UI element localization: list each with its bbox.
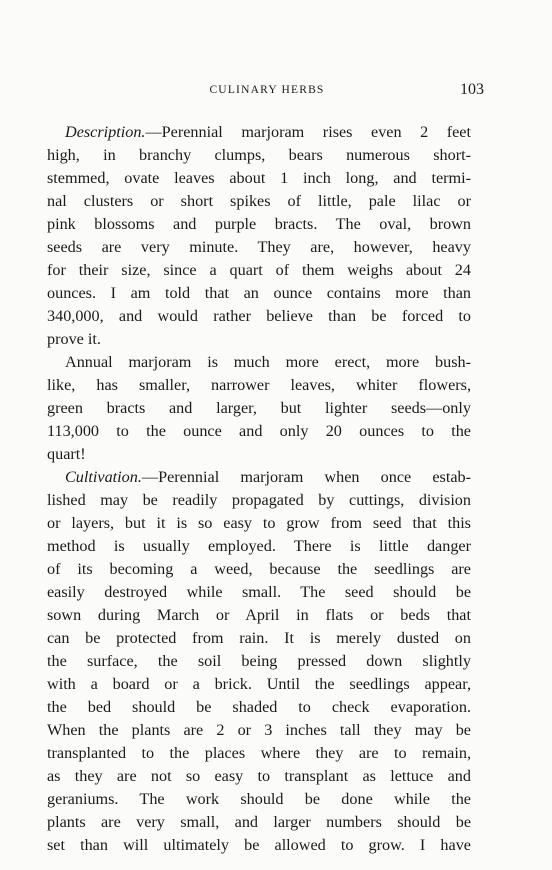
text-line: stemmed, ovate leaves about 1 inch long, and termi- — [47, 169, 471, 187]
text-line: or layers, but it is so easy to grow from seed that this — [47, 514, 471, 532]
text-line: Cultivation.—Perennial marjoram when once estab- — [65, 468, 471, 486]
running-title: CULINARY HERBS — [209, 84, 325, 96]
text-line: as they are not so easy to transplant as lettuce and — [47, 767, 471, 785]
text-line: method is usually employed. There is little danger — [47, 537, 471, 555]
text-line: seeds are very minute. They are, however, heavy — [47, 238, 471, 256]
text-line: the bed should be shaded to check evaporation. — [47, 698, 471, 716]
text-line: Description.—Perennial marjoram rises even 2 feet — [65, 123, 471, 141]
text-line: set than will ultimately be allowed to grow. I have — [47, 836, 471, 854]
section-lead: Cultivation. — [65, 468, 142, 486]
text-line: easily destroyed while small. The seed should be — [47, 583, 471, 601]
text-line: nal clusters or short spikes of little, pale lilac or — [47, 192, 471, 210]
text-line: 340,000, and would rather believe than be forced to — [47, 307, 471, 325]
section-lead: Description. — [65, 123, 146, 141]
text-line: high, in branchy clumps, bears numerous short- — [47, 146, 471, 164]
text-line: geraniums. The work should be done while the — [47, 790, 471, 808]
text-line: prove it. — [47, 330, 101, 348]
text-line: for their size, since a quart of them weighs about 24 — [47, 261, 471, 279]
text-line: pink blossoms and purple bracts. The oval, brown — [47, 215, 471, 233]
text-line: transplanted to the places where they are to remain, — [47, 744, 471, 762]
body-text — [47, 121, 471, 857]
text-line: lished may be readily propagated by cuttings, division — [47, 491, 471, 509]
text-line: 113,000 to the ounce and only 20 ounces to the — [47, 422, 471, 440]
text-line: Annual marjoram is much more erect, more bush- — [65, 353, 471, 371]
text-line: with a board or a brick. Until the seedlings appear, — [47, 675, 471, 693]
running-head — [50, 80, 484, 100]
text-line: like, has smaller, narrower leaves, whiter flowers, — [47, 376, 471, 394]
text-line: green bracts and larger, but lighter seeds—only — [47, 399, 471, 417]
text-line: When the plants are 2 or 3 inches tall they may be — [47, 721, 471, 739]
text-line: of its becoming a weed, because the seedlings are — [47, 560, 471, 578]
text-line: sown during March or April in flats or beds that — [47, 606, 471, 624]
text-line: quart! — [47, 445, 86, 463]
text-line: plants are very small, and larger numbers should be — [47, 813, 471, 831]
text-line: ounces. I am told that an ounce contains more than — [47, 284, 471, 302]
text-line: the surface, the soil being pressed down slightly — [47, 652, 471, 670]
text-line: can be protected from rain. It is merely dusted on — [47, 629, 471, 647]
page-number: 103 — [460, 81, 484, 98]
